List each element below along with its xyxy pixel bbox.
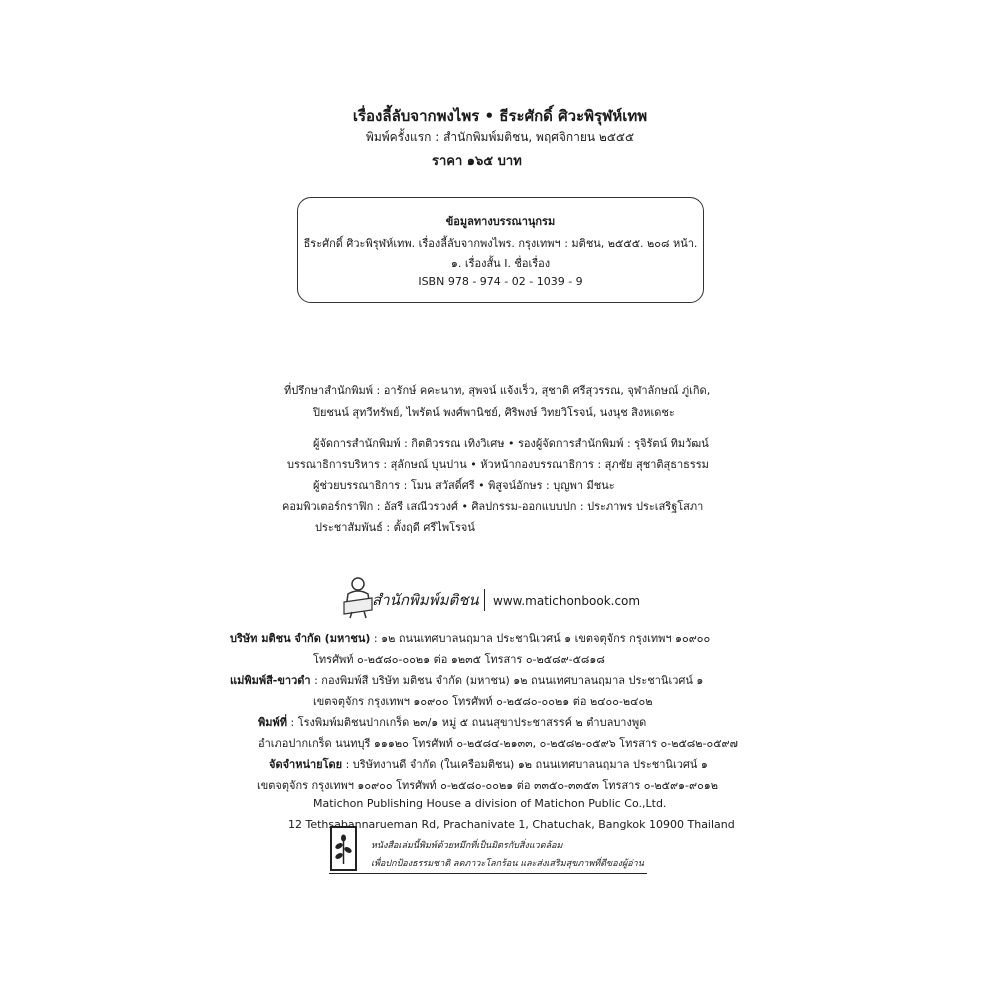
staff-line-1: ผู้จัดการสำนักพิมพ์ : กิตติวรรณ เทิงวิเศษ • รองผู้จัดการสำนักพิมพ์ : รุจิรัตน์ ทิมวัฒน์ (313, 437, 709, 450)
price-line: ราคา ๑๖๕ บาท (432, 154, 522, 169)
english-line-2: 12 Tethsabannarueman Rd, Prachanivate 1, Chatuchak, Bangkok 10900 Thailand (288, 818, 735, 831)
cataloging-heading: ข้อมูลทางบรรณานุกรม (445, 215, 556, 228)
staff-line-5: ประชาสัมพันธ์ : ตั้งฤดี ศรีไพโรจน์ (315, 521, 475, 534)
english-line-1: Matichon Publishing House a division of Matichon Public Co.,Ltd. (313, 797, 667, 810)
publisher-logo (338, 572, 488, 620)
printer-line-2: อำเภอปากเกร็ด นนทบุรี ๑๑๑๒๐ โทรศัพท์ ๐-๒๕๘๔-๒๑๓๓, ๐-๒๕๘๒-๐๕๙๖ โทรสาร ๐-๒๕๘๒-๐๕๙๗ (258, 737, 738, 750)
cataloging-box (297, 197, 704, 303)
distributor-address: : บริษัทงานดี จำกัด (ในเครือมติชน) ๑๒ ถนนเทศบาลนฤมาล ประชานิเวศน์ ๑ (342, 758, 708, 771)
plate-label: แม่พิมพ์สี-ขาวดำ (230, 674, 311, 687)
leaf-icon (332, 828, 355, 869)
printer-line-1 (258, 713, 646, 731)
plate-line-1 (230, 671, 703, 689)
website-link[interactable]: www.matichonbook.com (493, 594, 641, 608)
plate-line-2: เขตจตุจักร กรุงเทพฯ ๑๐๙๐๐ โทรศัพท์ ๐-๒๕๘๐-๐๐๒๑ ต่อ ๒๔๐๐-๒๔๐๒ (313, 695, 653, 708)
staff-line-4: คอมพิวเตอร์กราฟิก : อัสรี เสณีวรวงศ์ • ศิลปกรรม-ออกแบบปก : ประภาพร ประเสริฐโสภา (282, 500, 704, 513)
logo-text: สำนักพิมพ์มติชน (372, 591, 479, 609)
logo-divider (484, 589, 485, 611)
eco-note-line-2: เพื่อปกป้องธรรมชาติ ลดภาวะโลกร้อน และส่งเสริมสุขภาพที่ดีของผู้อ่าน (371, 859, 644, 869)
advisors-line-2: ปิยชนน์ สุทวีทรัพย์, ไพรัตน์ พงศ์พานิชย์, ศิริพงษ์ วิทยวิโรจน์, นงนุช สิงหเดชะ (313, 406, 675, 419)
printer-label: พิมพ์ที่ (258, 716, 288, 729)
eco-note-line-1: หนังสือเล่มนี้พิมพ์ด้วยหมึกที่เป็นมิตรกับสิ่งแวดล้อม (371, 841, 563, 851)
distributor-line-1 (269, 755, 708, 773)
cataloging-description: ธีระศักดิ์ ศิวะพิรุฬห์เทพ. เรื่องลี้ลับจากพงไพร. กรุงเทพฯ : มติชน, ๒๕๕๕. ๒๐๘ หน้า. (303, 237, 698, 250)
first-print-line: พิมพ์ครั้งแรก : สำนักพิมพ์มติชน, พฤศจิกายน ๒๕๕๕ (365, 130, 635, 144)
advisors-line-1: ที่ปรึกษาสำนักพิมพ์ : อารักษ์ คคะนาท, สุพจน์ แจ้งเร็ว, สุชาติ ศรีสุวรรณ, จุฬาลักษณ์ ภู่เกิด, (284, 384, 711, 397)
printer-address: : โรงพิมพ์มติชนปากเกร็ด ๒๓/๑ หมู่ ๕ ถนนสุขาประชาสรรค์ ๒ ตำบลบางพูด (287, 716, 647, 729)
distributor-line-2: เขตจตุจักร กรุงเทพฯ ๑๐๙๐๐ โทรศัพท์ ๐-๒๕๘๐-๐๐๒๑ ต่อ ๓๓๕๐-๓๓๕๓ โทรสาร ๐-๒๕๙๑-๙๐๑๒ (257, 779, 719, 792)
company-line-2: โทรศัพท์ ๐-๒๕๘๐-๐๐๒๑ ต่อ ๑๒๓๕ โทรสาร ๐-๒๕๘๙-๕๘๑๘ (313, 653, 605, 666)
company-line-1 (230, 629, 710, 647)
staff-line-2: บรรณาธิการบริหาร : สุลักษณ์ บุนปาน • หัวหน้ากองบรรณาธิการ : สุภชัย สุชาติสุธาธรรม (287, 458, 709, 471)
plate-address: : กองพิมพ์สี บริษัท มติชน จำกัด (มหาชน) ๑๒ ถนนเทศบาลนฤมาล ประชานิเวศน์ ๑ (310, 674, 704, 687)
staff-line-3: ผู้ช่วยบรรณาธิการ : โมน สวัสดิ์ศรี • พิสูจน์อักษร : บุญพา มีชนะ (313, 479, 615, 492)
cataloging-subjects: ๑. เรื่องสั้น I. ชื่อเรื่อง (450, 257, 551, 270)
book-title: เรื่องลี้ลับจากพงไพร • ธีระศักดิ์ ศิวะพิรุฬห์เทพ (352, 107, 648, 125)
distributor-label: จัดจำหน่ายโดย (269, 758, 343, 771)
eco-book-icon (330, 826, 357, 871)
company-address: : ๑๒ ถนนเทศบาลนฤมาล ประชานิเวศน์ ๑ เขตจตุจักร กรุงเทพฯ ๑๐๙๐๐ (370, 632, 711, 645)
eco-note-underline (329, 873, 647, 874)
isbn: ISBN 978 - 974 - 02 - 1039 - 9 (418, 275, 583, 288)
company-label: บริษัท มติชน จำกัด (มหาชน) (230, 632, 371, 645)
